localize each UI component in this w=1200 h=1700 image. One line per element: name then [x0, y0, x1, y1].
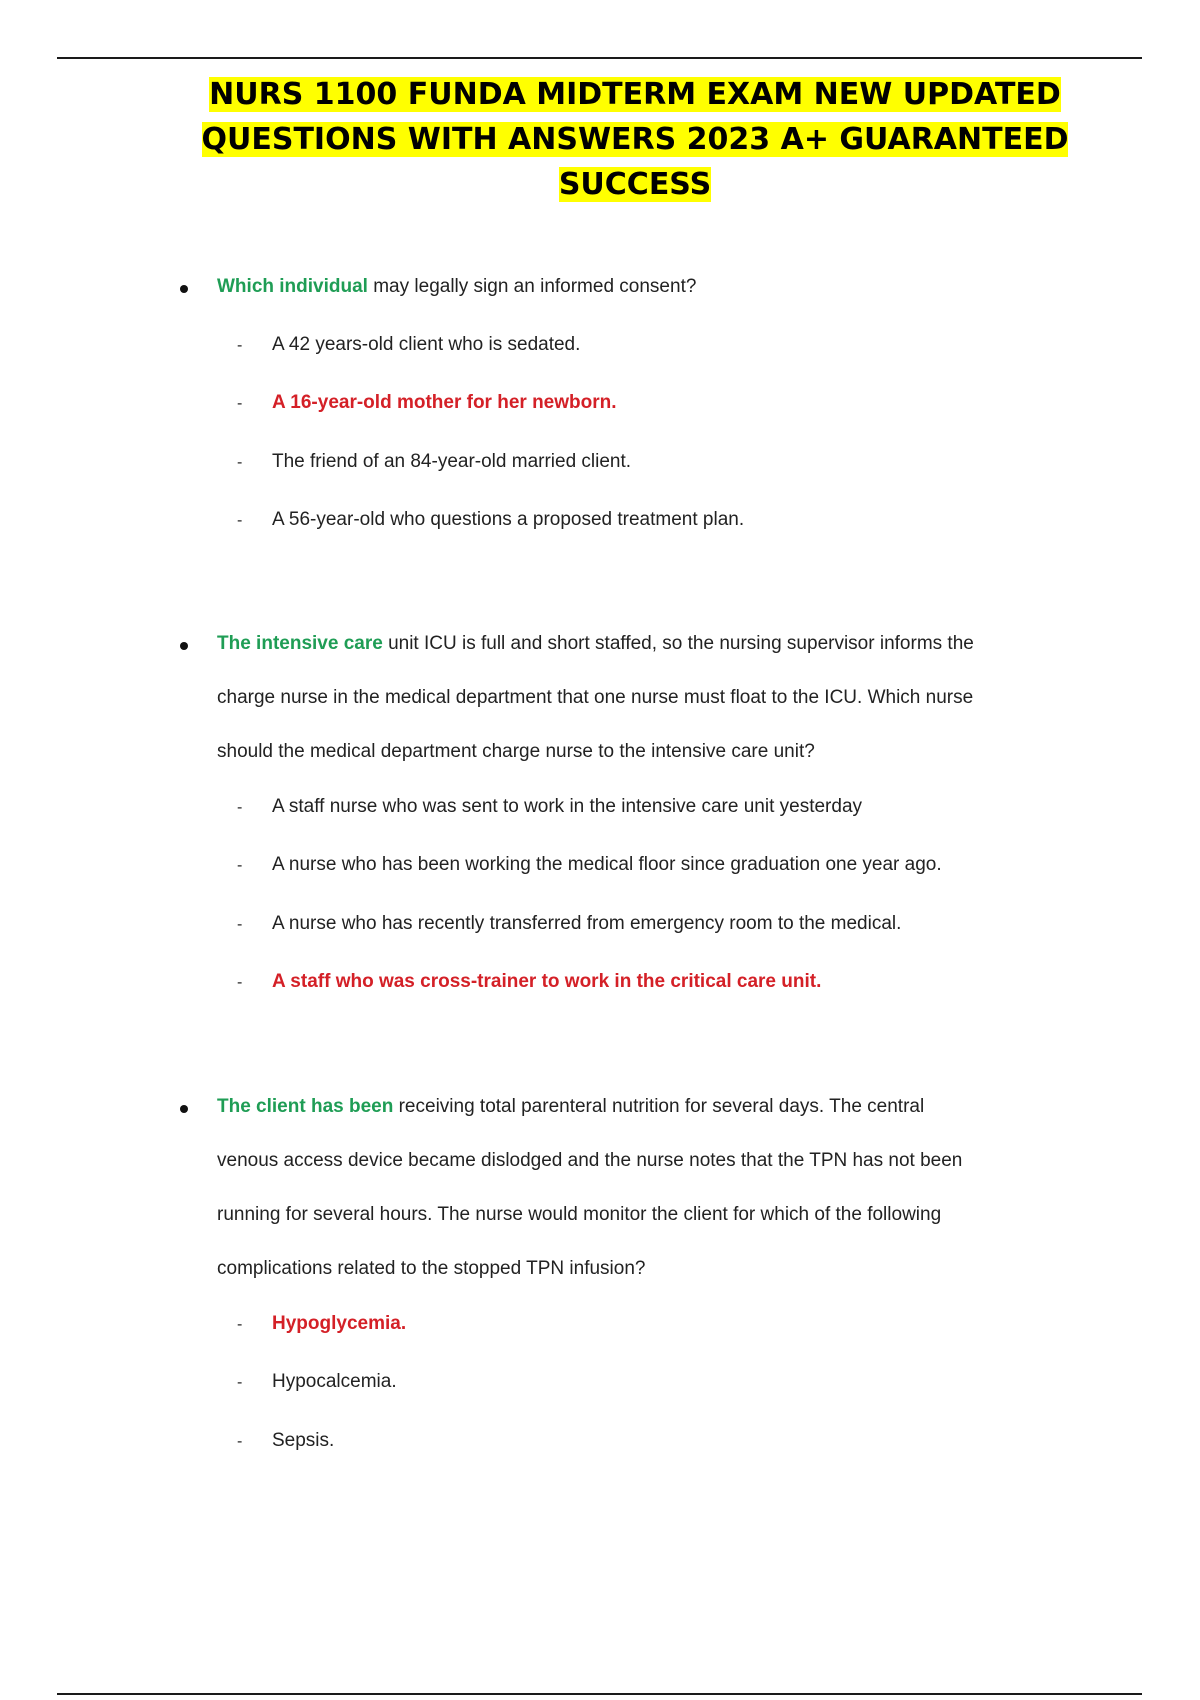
bullet-icon	[180, 634, 192, 646]
bottom-rule	[57, 1693, 1142, 1695]
question-line: charge nurse in the medical department that one nurse must float to the ICU. Which nurse	[217, 687, 974, 708]
question-line: unit ICU is full and short staffed, so the nursing supervisor informs the	[382, 633, 974, 654]
option-text: A staff nurse who was sent to work in the intensive care unit yesterday	[272, 796, 863, 817]
question-line: receiving total parenteral nutrition for several days. The central	[393, 1096, 925, 1117]
question-text	[217, 617, 1097, 671]
dash-icon: -	[237, 454, 243, 471]
question-line: venous access device became dislodged and the nurse notes that the TPN has not been	[217, 1150, 963, 1171]
bullet-icon	[180, 1097, 192, 1109]
question-line: complications related to the stopped TPN infusion?	[217, 1258, 646, 1279]
dash-icon: -	[237, 337, 243, 354]
dash-icon: -	[237, 1316, 243, 1333]
option-text: A staff who was cross-trainer to work in the critical care unit.	[272, 971, 822, 992]
answer-option	[237, 795, 1137, 820]
bullet-icon	[180, 277, 192, 289]
option-text: Hypoglycemia.	[272, 1313, 407, 1334]
answer-option	[237, 450, 1137, 475]
question-lead: The intensive care	[217, 633, 383, 654]
dash-icon: -	[237, 1433, 243, 1450]
answer-option	[237, 333, 1137, 358]
question-text	[217, 260, 1097, 314]
option-text: A nurse who has been working the medical floor since graduation one year ago.	[272, 854, 942, 875]
option-text: A 56-year-old who questions a proposed treatment plan.	[272, 509, 745, 530]
dash-icon: -	[237, 1374, 243, 1391]
dash-icon: -	[237, 857, 243, 874]
question-lead: The client has been	[217, 1096, 394, 1117]
answer-option	[237, 853, 1137, 878]
option-text: A 16-year-old mother for her newborn.	[272, 392, 617, 413]
option-text: Hypocalcemia.	[272, 1371, 397, 1392]
question-lead: Which individual	[217, 276, 368, 297]
dash-icon: -	[237, 974, 243, 991]
option-text: A 42 years-old client who is sedated.	[272, 334, 581, 355]
option-text: The friend of an 84-year-old married client.	[272, 451, 632, 472]
answer-option	[237, 1429, 1137, 1454]
document-title	[60, 72, 1200, 207]
title-line-2: QUESTIONS WITH ANSWERS 2023 A+ GUARANTEED	[201, 122, 1069, 157]
answer-option	[237, 912, 1137, 937]
question-line: should the medical department charge nurse to the intensive care unit?	[217, 741, 815, 762]
dash-icon: -	[237, 512, 243, 529]
dash-icon: -	[237, 799, 243, 816]
answer-option	[237, 1370, 1137, 1395]
question-text	[217, 1080, 1097, 1134]
question-line: running for several hours. The nurse would monitor the client for which of the following	[217, 1204, 942, 1225]
dash-icon: -	[237, 916, 243, 933]
title-line-3: SUCCESS	[558, 167, 712, 202]
answer-option	[237, 508, 1137, 533]
question-line: may legally sign an informed consent?	[367, 276, 697, 297]
option-text: Sepsis.	[272, 1430, 335, 1451]
option-text: A nurse who has recently transferred from emergency room to the medical.	[272, 913, 902, 934]
top-rule	[57, 57, 1142, 59]
answer-option-correct	[237, 391, 1137, 416]
answer-option-correct	[237, 1312, 1137, 1337]
dash-icon: -	[237, 395, 243, 412]
title-line-1: NURS 1100 FUNDA MIDTERM EXAM NEW UPDATED	[209, 77, 1061, 112]
answer-option-correct	[237, 970, 1137, 995]
